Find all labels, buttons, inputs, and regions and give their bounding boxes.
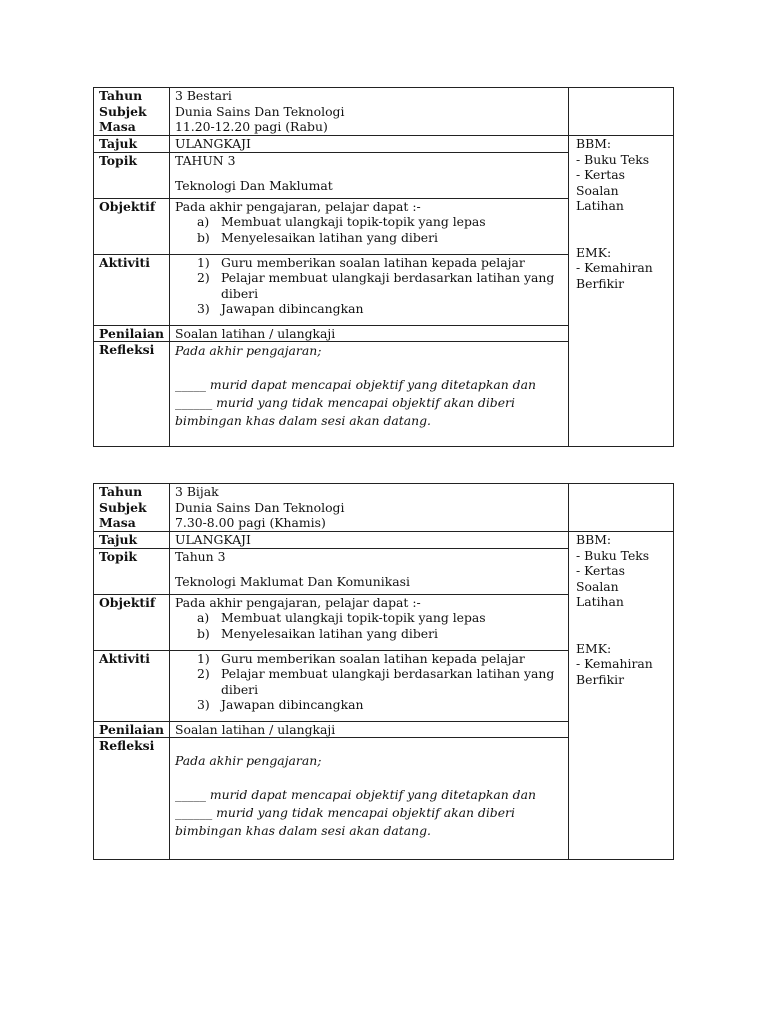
refleksi-cell xyxy=(170,738,569,860)
bbm-item: - Buku Teks xyxy=(576,151,650,167)
list-item xyxy=(175,270,563,301)
objektif-cell xyxy=(170,198,569,254)
subjek-value: Dunia Sains Dan Teknologi xyxy=(175,103,345,119)
list-marker: b) xyxy=(197,229,210,245)
bbm-item: Soalan xyxy=(576,182,619,198)
topik-line-2: Teknologi Maklumat Dan Komunikasi xyxy=(175,574,410,589)
bbm-item: - Kertas xyxy=(576,563,626,578)
tahun-value: 3 Bijak xyxy=(175,484,219,499)
label-objektif: Objektif xyxy=(94,594,170,650)
label-penilaian: Penilaian xyxy=(94,721,170,738)
penilaian-value: Soalan latihan / ulangkaji xyxy=(170,325,569,342)
list-marker: 3) xyxy=(197,697,210,712)
label-tahun: Tahun xyxy=(99,88,143,103)
objektif-cell xyxy=(170,594,569,650)
list-marker: 3) xyxy=(197,301,210,316)
aktiviti-list xyxy=(175,651,563,713)
tajuk-value: ULANGKAJI xyxy=(170,136,569,153)
bbm-item: - Buku Teks xyxy=(576,547,650,563)
list-item xyxy=(175,230,563,246)
refleksi-cell xyxy=(170,342,569,447)
list-item xyxy=(175,651,563,667)
list-text: Menyelesaikan latihan yang diberi xyxy=(221,229,439,245)
label-masa: Masa xyxy=(99,119,136,134)
label-aktiviti: Aktiviti xyxy=(94,650,170,721)
list-item xyxy=(175,255,563,271)
penilaian-value: Soalan latihan / ulangkaji xyxy=(170,721,569,738)
bbm-heading: BBM: xyxy=(576,532,612,547)
emk-heading: EMK: xyxy=(576,244,612,260)
topik-line-2: Teknologi Dan Maklumat xyxy=(175,178,333,193)
label-subjek: Subjek xyxy=(99,103,147,119)
header-values-cell xyxy=(170,484,569,532)
label-topik: Topik xyxy=(94,548,170,594)
label-tajuk: Tajuk xyxy=(94,136,170,153)
bbm-item: - Kertas xyxy=(576,167,626,182)
list-marker: a) xyxy=(197,610,210,625)
emk-item: - Kemahiran xyxy=(576,656,653,671)
list-text: Guru memberikan soalan latihan kepada pelajar xyxy=(221,254,525,270)
header-labels-cell xyxy=(94,484,170,532)
refleksi-line-2: _____ murid dapat mencapai objektif yang ditetapkan dan ______ murid yang tidak mencapai objektif akan diberi bimbingan khas dalam sesi akan datang. xyxy=(175,787,536,838)
header-labels-cell xyxy=(94,88,170,136)
header-values-cell xyxy=(170,88,569,136)
topik-line-1: TAHUN 3 xyxy=(175,152,236,168)
tajuk-value: ULANGKAJI xyxy=(170,532,569,549)
label-subjek: Subjek xyxy=(99,499,147,515)
bbm-item: Latihan xyxy=(576,594,624,609)
aktiviti-cell xyxy=(170,650,569,721)
label-refleksi: Refleksi xyxy=(94,342,170,447)
list-marker: 1) xyxy=(197,254,210,270)
emk-item: - Kemahiran xyxy=(576,260,653,275)
refleksi-line-1: Pada akhir pengajaran; xyxy=(175,753,322,768)
label-refleksi: Refleksi xyxy=(94,738,170,860)
emk-item: Berfikir xyxy=(576,671,625,687)
aktiviti-list xyxy=(175,255,563,317)
masa-value: 7.30-8.00 pagi (Khamis) xyxy=(175,515,326,530)
objektif-intro: Pada akhir pengajaran, pelajar dapat :- xyxy=(175,198,421,214)
list-text: Jawapan dibincangkan xyxy=(221,697,364,712)
aktiviti-cell xyxy=(170,254,569,325)
label-tajuk: Tajuk xyxy=(94,532,170,549)
header-side-cell xyxy=(569,484,674,532)
list-text: Guru memberikan soalan latihan kepada pelajar xyxy=(221,650,525,666)
list-marker: 2) xyxy=(197,270,210,285)
list-text: Pelajar membuat ulangkaji berdasarkan latihan yang diberi xyxy=(221,666,555,697)
emk-list xyxy=(576,245,668,292)
list-marker: 1) xyxy=(197,650,210,666)
list-item xyxy=(175,610,563,626)
label-tahun: Tahun xyxy=(99,484,143,499)
emk-heading: EMK: xyxy=(576,640,612,656)
label-aktiviti: Aktiviti xyxy=(94,254,170,325)
list-text: Membuat ulangkaji topik-topik yang lepas xyxy=(221,214,486,229)
list-marker: 2) xyxy=(197,666,210,681)
masa-value: 11.20-12.20 pagi (Rabu) xyxy=(175,119,328,134)
bbm-item: Soalan xyxy=(576,578,619,594)
lesson-plan-table-2 xyxy=(93,483,674,860)
objektif-list xyxy=(175,610,563,641)
objektif-list xyxy=(175,214,563,245)
topik-cell xyxy=(170,548,569,594)
resources-cell xyxy=(569,532,674,860)
topik-cell xyxy=(170,152,569,198)
lesson-plan-table-1 xyxy=(93,87,674,447)
list-text: Membuat ulangkaji topik-topik yang lepas xyxy=(221,610,486,625)
subjek-value: Dunia Sains Dan Teknologi xyxy=(175,499,345,515)
list-item xyxy=(175,697,563,713)
label-masa: Masa xyxy=(99,515,136,530)
list-item xyxy=(175,301,563,317)
topik-line-1: Tahun 3 xyxy=(175,548,226,564)
list-item xyxy=(175,626,563,642)
emk-list xyxy=(576,641,668,688)
tahun-value: 3 Bestari xyxy=(175,88,232,103)
bbm-list xyxy=(576,532,668,610)
list-marker: a) xyxy=(197,214,210,229)
label-penilaian: Penilaian xyxy=(94,325,170,342)
refleksi-line-2: _____ murid dapat mencapai objektif yang ditetapkan dan ______ murid yang tidak mencapai objektif akan diberi bimbingan khas dalam sesi akan datang. xyxy=(175,377,536,428)
refleksi-line-1: Pada akhir pengajaran; xyxy=(175,343,322,358)
list-item xyxy=(175,666,563,697)
bbm-item: Latihan xyxy=(576,198,624,213)
label-objektif: Objektif xyxy=(94,198,170,254)
objektif-intro: Pada akhir pengajaran, pelajar dapat :- xyxy=(175,594,421,610)
bbm-list xyxy=(576,136,668,214)
list-text: Jawapan dibincangkan xyxy=(221,301,364,316)
list-item xyxy=(175,214,563,230)
header-side-cell xyxy=(569,88,674,136)
resources-cell xyxy=(569,136,674,447)
list-text: Pelajar membuat ulangkaji berdasarkan latihan yang diberi xyxy=(221,270,555,301)
emk-item: Berfikir xyxy=(576,275,625,291)
label-topik: Topik xyxy=(94,152,170,198)
list-marker: b) xyxy=(197,625,210,641)
bbm-heading: BBM: xyxy=(576,136,612,151)
list-text: Menyelesaikan latihan yang diberi xyxy=(221,625,439,641)
